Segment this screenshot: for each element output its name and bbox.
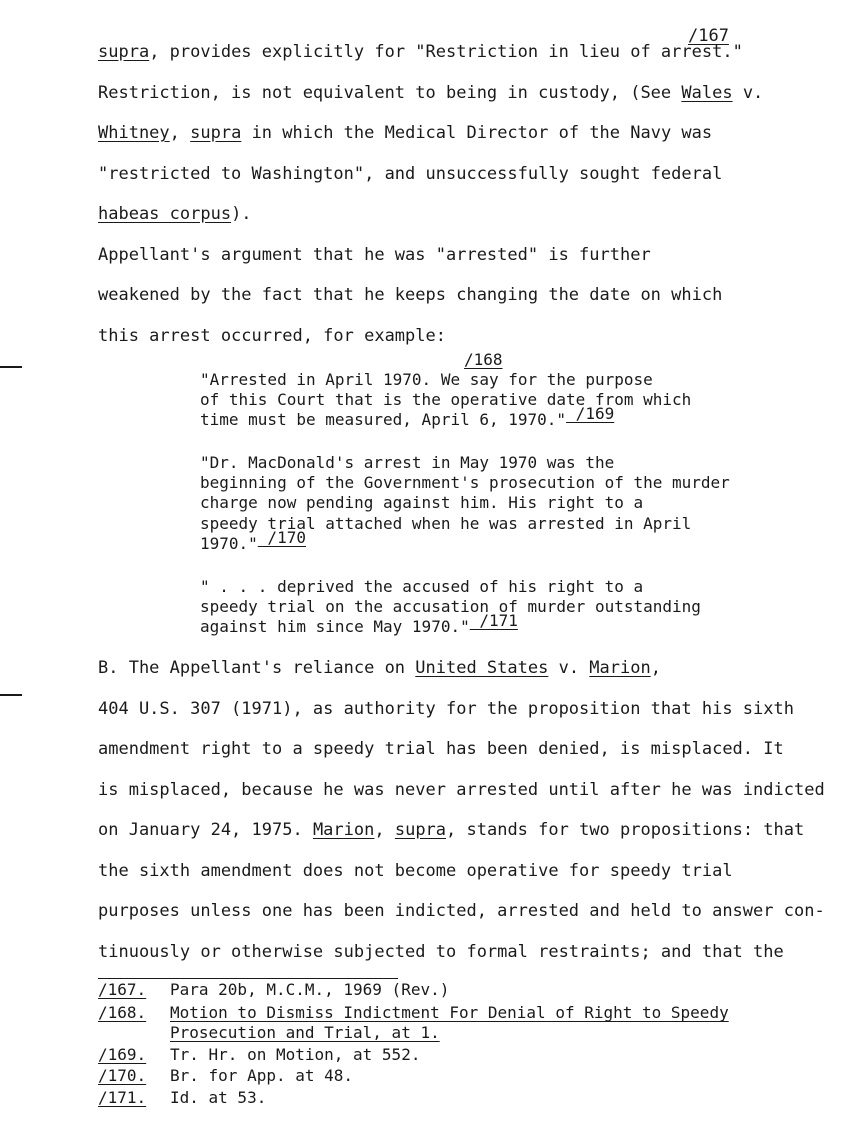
body-top-line bbox=[98, 285, 722, 305]
underlined-term: supra bbox=[394, 820, 447, 840]
text-run: weakened by the fact that he keeps changing the date on which bbox=[98, 285, 723, 305]
underlined-term: Marion bbox=[589, 658, 651, 678]
text-run: Restriction, is not equivalent to being in custody, (See bbox=[98, 82, 682, 103]
underlined-term: United States bbox=[415, 658, 549, 678]
text-run: ). bbox=[231, 204, 252, 224]
body-top-line bbox=[98, 83, 763, 103]
underlined-term: Marion bbox=[312, 820, 375, 840]
body-top-line bbox=[98, 164, 722, 184]
quote-text: charge now pending against him. His right to a bbox=[200, 493, 644, 513]
body-top-line bbox=[98, 326, 446, 346]
footnote-ref-168: /168 bbox=[464, 350, 503, 369]
body-bottom-line bbox=[98, 739, 784, 759]
footnote-text: Tr. Hr. on Motion, at 552. bbox=[170, 1045, 421, 1064]
text-run: v. bbox=[732, 82, 764, 103]
quote-line bbox=[200, 493, 643, 513]
footnote-number: /167. bbox=[98, 980, 147, 999]
quote-line bbox=[200, 473, 730, 493]
underlined-term: habeas corpus bbox=[98, 204, 232, 224]
text-run: in which the Medical Director of the Navy was bbox=[241, 123, 713, 143]
quote-text: beginning of the Government's prosecution of the murder bbox=[200, 473, 730, 493]
body-bottom-line bbox=[98, 861, 733, 881]
page-reference-number: /167 bbox=[688, 26, 729, 46]
body-bottom-line bbox=[98, 658, 661, 678]
text-run: purposes unless one has been indicted, arrested and held to answer con- bbox=[98, 901, 825, 921]
quote-text: " . . . deprived the accused of his right to a bbox=[200, 577, 644, 596]
text-run: , bbox=[374, 820, 395, 840]
body-bottom-line bbox=[98, 780, 825, 800]
quote-line bbox=[200, 611, 518, 637]
quote-line bbox=[200, 577, 643, 597]
body-bottom-line bbox=[98, 820, 804, 840]
quote-line bbox=[200, 370, 653, 390]
body-top-line bbox=[98, 123, 712, 143]
quote-text: "Dr. MacDonald's arrest in May 1970 was the bbox=[200, 453, 615, 472]
text-run: , bbox=[169, 123, 191, 143]
footnote-text: Prosecution and Trial, at 1. bbox=[170, 1023, 440, 1042]
text-run: Appellant's argument that he was "arrested" is further bbox=[98, 244, 651, 265]
text-run: amendment right to a speedy trial has been denied, is misplaced. It bbox=[98, 739, 784, 759]
quote-text: 1970." bbox=[200, 533, 258, 553]
footnote-ref: /170 bbox=[257, 527, 306, 547]
footnote-number: /171. bbox=[98, 1088, 147, 1107]
text-run: "restricted to Washington", and unsuccessfully sought federal bbox=[98, 163, 723, 184]
footnote-separator bbox=[98, 978, 398, 979]
body-bottom-line bbox=[98, 699, 794, 719]
margin-mark bbox=[0, 366, 22, 368]
footnote-text: Id. at 53. bbox=[170, 1088, 267, 1107]
text-run: v. bbox=[548, 658, 590, 678]
text-run: on January 24, 1975. bbox=[98, 820, 313, 840]
quote-text: time must be measured, April 6, 1970." bbox=[200, 410, 567, 430]
footnote-ref: /171 bbox=[469, 611, 518, 631]
text-run: , bbox=[650, 658, 661, 678]
quote-text: against him since May 1970." bbox=[200, 617, 470, 637]
footnote-text: Br. for App. at 48. bbox=[170, 1066, 354, 1085]
body-top-line bbox=[98, 42, 743, 62]
underlined-term: supra bbox=[98, 42, 150, 62]
quote-line bbox=[200, 453, 614, 473]
body-bottom-line bbox=[98, 901, 825, 921]
footnote-text: Para 20b, M.C.M., 1969 (Rev.) bbox=[170, 980, 450, 999]
underlined-term: supra bbox=[190, 123, 242, 143]
footnote-ref: /169 bbox=[566, 404, 615, 424]
body-top-line bbox=[98, 204, 252, 224]
text-run: tinuously or otherwise subjected to formal restraints; and that the bbox=[98, 941, 784, 962]
text-run: this arrest occurred, for example: bbox=[98, 325, 446, 346]
text-run: , provides explicitly for "Restriction in lieu of arrest." bbox=[149, 42, 743, 62]
text-run: is misplaced, because he was never arrested until after he was indicted bbox=[98, 779, 825, 800]
text-run: , stands for two propositions: that bbox=[446, 820, 805, 840]
margin-mark bbox=[0, 694, 22, 696]
footnote-number: /170. bbox=[98, 1066, 147, 1085]
quote-line bbox=[200, 404, 615, 430]
quote-line bbox=[200, 597, 701, 617]
footnote-text: Motion to Dismiss Indictment For Denial of Right to Speedy bbox=[170, 1003, 729, 1022]
underlined-term: Wales bbox=[681, 82, 733, 103]
quote-text: "Arrested in April 1970. We say for the purpose bbox=[200, 370, 653, 389]
text-run: B. The Appellant's reliance on bbox=[98, 658, 416, 678]
text-run: 404 U.S. 307 (1971), as authority for the proposition that his sixth bbox=[98, 698, 794, 719]
body-top-line bbox=[98, 245, 651, 265]
body-bottom-line bbox=[98, 942, 784, 962]
footnote-number: /168. bbox=[98, 1003, 147, 1022]
quote-text: speedy trial on the accusation of murder outstanding bbox=[200, 597, 701, 617]
quote-text: of this Court that is the operative date from which bbox=[200, 390, 692, 410]
quote-text: speedy trial attached when he was arrested in April bbox=[200, 513, 692, 533]
quote-line bbox=[200, 390, 691, 410]
underlined-term: Whitney bbox=[98, 123, 170, 143]
text-run: the sixth amendment does not become operative for speedy trial bbox=[98, 860, 733, 881]
quote-line bbox=[200, 527, 306, 554]
footnote-number: /169. bbox=[98, 1045, 147, 1064]
